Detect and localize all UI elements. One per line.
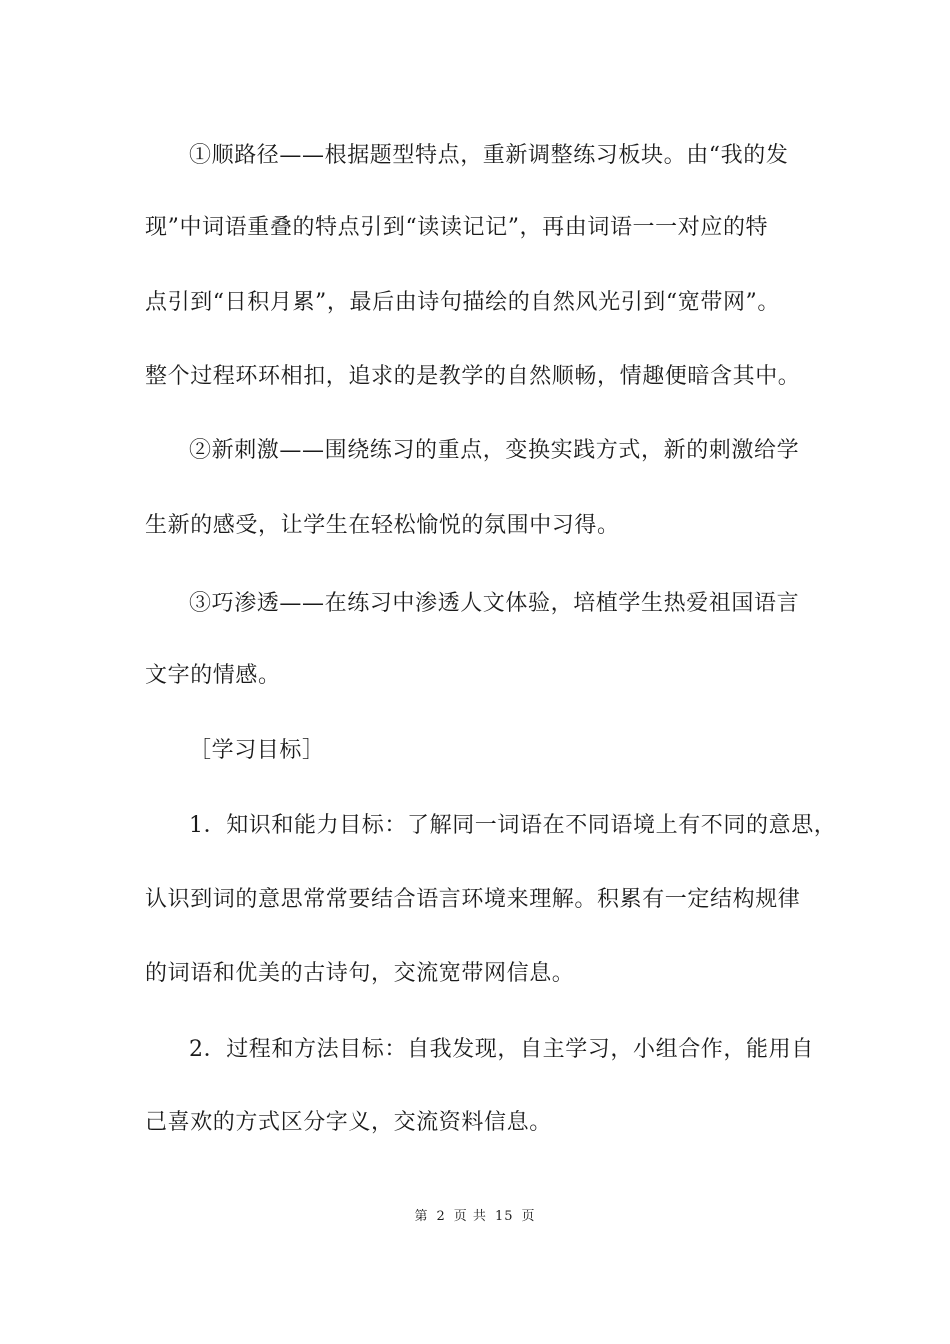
paragraph-5-line-2: 己喜欢的方式区分字义，交流资料信息。 bbox=[145, 1110, 552, 1135]
paragraph-1-line-1: ①顺路径——根据题型特点，重新调整练习板块。由“我的发 bbox=[189, 143, 789, 168]
footer-middle: 页 共 bbox=[453, 1209, 487, 1224]
paragraph-5-line-1: 2．过程和方法目标：自我发现，自主学习，小组合作，能用自 bbox=[189, 1037, 814, 1062]
paragraph-1-line-2: 现”中词语重叠的特点引到“读读记记”，再由词语一一对应的特 bbox=[145, 215, 769, 240]
page-footer bbox=[0, 1208, 950, 1226]
paragraph-4-line-2: 认识到词的意思常常要结合语言环境来理解。积累有一定结构规律 bbox=[145, 887, 801, 912]
paragraph-4-line-3: 的词语和优美的古诗句，交流宽带网信息。 bbox=[145, 961, 575, 986]
paragraph-3-line-1: ③巧渗透——在练习中渗透人文体验，培植学生热爱祖国语言 bbox=[189, 591, 800, 616]
footer-total-pages: 15 bbox=[494, 1209, 514, 1224]
paragraph-1-line-3: 点引到“日积月累”，最后由诗句描绘的自然风光引到“宽带网”。 bbox=[145, 290, 780, 315]
paragraph-3-line-2: 文字的情感。 bbox=[145, 663, 281, 688]
footer-suffix: 页 bbox=[521, 1209, 536, 1224]
paragraph-2-line-1: ②新刺激——围绕练习的重点，变换实践方式，新的刺激给学 bbox=[189, 438, 800, 463]
footer-current-page: 2 bbox=[436, 1209, 446, 1224]
section-heading-learning-goals: ［学习目标］ bbox=[189, 738, 325, 763]
paragraph-1-line-4: 整个过程环环相扣，追求的是教学的自然顺畅，情趣便暗含其中。 bbox=[145, 364, 801, 389]
paragraph-4-line-1: 1．知识和能力目标：了解同一词语在不同语境上有不同的意思， bbox=[189, 813, 837, 838]
footer-prefix: 第 bbox=[414, 1209, 429, 1224]
paragraph-2-line-2: 生新的感受，让学生在轻松愉悦的氛围中习得。 bbox=[145, 513, 620, 538]
